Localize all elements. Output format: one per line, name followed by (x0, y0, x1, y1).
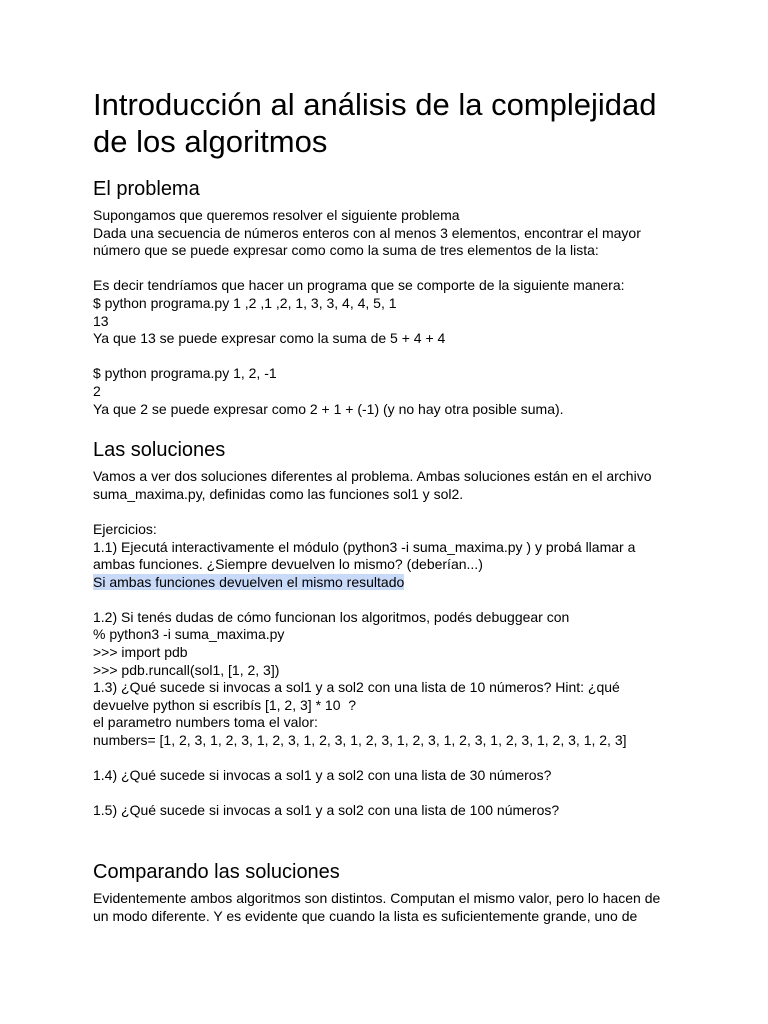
output-line: 13 (93, 312, 109, 329)
paragraph-line: Ya que 13 se puede expresar como la suma de 5 + 4 + 4 (93, 330, 446, 347)
code-line: >>> import pdb (93, 644, 188, 661)
document-body (93, 86, 693, 925)
paragraph-line: Dada una secuencia de números enteros con al menos 3 elementos, encontrar el mayor (93, 224, 641, 241)
answer-line (93, 574, 693, 592)
paragraph-line: Ya que 2 se puede expresar como 2 + 1 + (-1) (y no hay otra posible suma). (93, 400, 564, 417)
blank-line (93, 348, 693, 366)
highlighted-answer: Si ambas funciones devuelven el mismo resultado (93, 573, 405, 590)
code-line: >>> pdb.runcall(sol1, [1, 2, 3]) (93, 661, 280, 678)
section-comparando (93, 890, 693, 925)
blank-line (93, 785, 693, 803)
paragraph-line: Supongamos que queremos resolver el siguiente problema (93, 207, 460, 223)
paragraph-line: Es decir tendríamos que hacer un programa que se comporte de la siguiente manera: (93, 277, 625, 294)
code-line: % python3 -i suma_maxima.py (93, 626, 285, 643)
code-line: $ python programa.py 1, 2, -1 (93, 365, 277, 382)
paragraph-line: número que se puede expresar como como la suma de tres elementos de la lista: (93, 242, 599, 259)
paragraph-line: Evidentemente ambos algoritmos son distintos. Computan el mismo valor, pero lo hacen de (93, 890, 661, 906)
heading-comparando-soluciones: Comparando las soluciones (93, 861, 340, 883)
paragraph-line: 1.5) ¿Qué sucede si invocas a sol1 y a sol2 con una lista de 100 números? (93, 802, 560, 819)
paragraph-line: 1.2) Si tenés dudas de cómo funcionan los algoritmos, podés debuggear con (93, 608, 570, 625)
paragraph-line: un modo diferente. Y es evidente que cuando la lista es suficientemente grande, uno de (93, 907, 638, 924)
heading-las-soluciones: Las soluciones (93, 439, 226, 462)
paragraph-line: devuelve python si escribís [1, 2, 3] * 10 ? (93, 696, 357, 713)
paragraph-line: Vamos a ver dos soluciones diferentes al problema. Ambas soluciones están en el archivo (93, 468, 652, 485)
code-line: $ python programa.py 1 ,2 ,1 ,2, 1, 3, 3, 4, 4, 5, 1 (93, 294, 397, 311)
heading-el-problema: El problema (93, 178, 200, 200)
section-problema (93, 207, 693, 418)
paragraph-line: 1.3) ¿Qué sucede si invocas a sol1 y a sol2 con una lista de 10 números? Hint: ¿qué (93, 679, 620, 696)
output-line: 2 (93, 382, 101, 399)
blank-line (93, 260, 693, 278)
code-line: numbers= [1, 2, 3, 1, 2, 3, 1, 2, 3, 1, 2, 3, 1, 2, 3, 1, 2, 3, 1, 2, 3, 1, 2, 3, 1, 2, 3, 1, 2, 3] (93, 732, 627, 749)
paragraph-line: 1.4) ¿Qué sucede si invocas a sol1 y a sol2 con una lista de 30 números? (93, 767, 552, 784)
paragraph-line: suma_maxima.py, definidas como las funciones sol1 y sol2. (93, 485, 464, 502)
paragraph-line: 1.1) Ejecutá interactivamente el módulo (python3 -i suma_maxima.py ) y probá llamar a (93, 538, 636, 555)
blank-line (93, 750, 693, 768)
page-title: Introducción al análisis de la complejidad de los algoritmos (93, 87, 657, 159)
blank-line (93, 591, 693, 609)
paragraph-line: Ejercicios: (93, 520, 157, 537)
section-soluciones (93, 468, 693, 820)
paragraph-line: ambas funciones. ¿Siempre devuelven lo mismo? (deberían...) (93, 556, 483, 573)
paragraph-line: el parametro numbers toma el valor: (93, 714, 318, 731)
blank-line (93, 503, 693, 521)
